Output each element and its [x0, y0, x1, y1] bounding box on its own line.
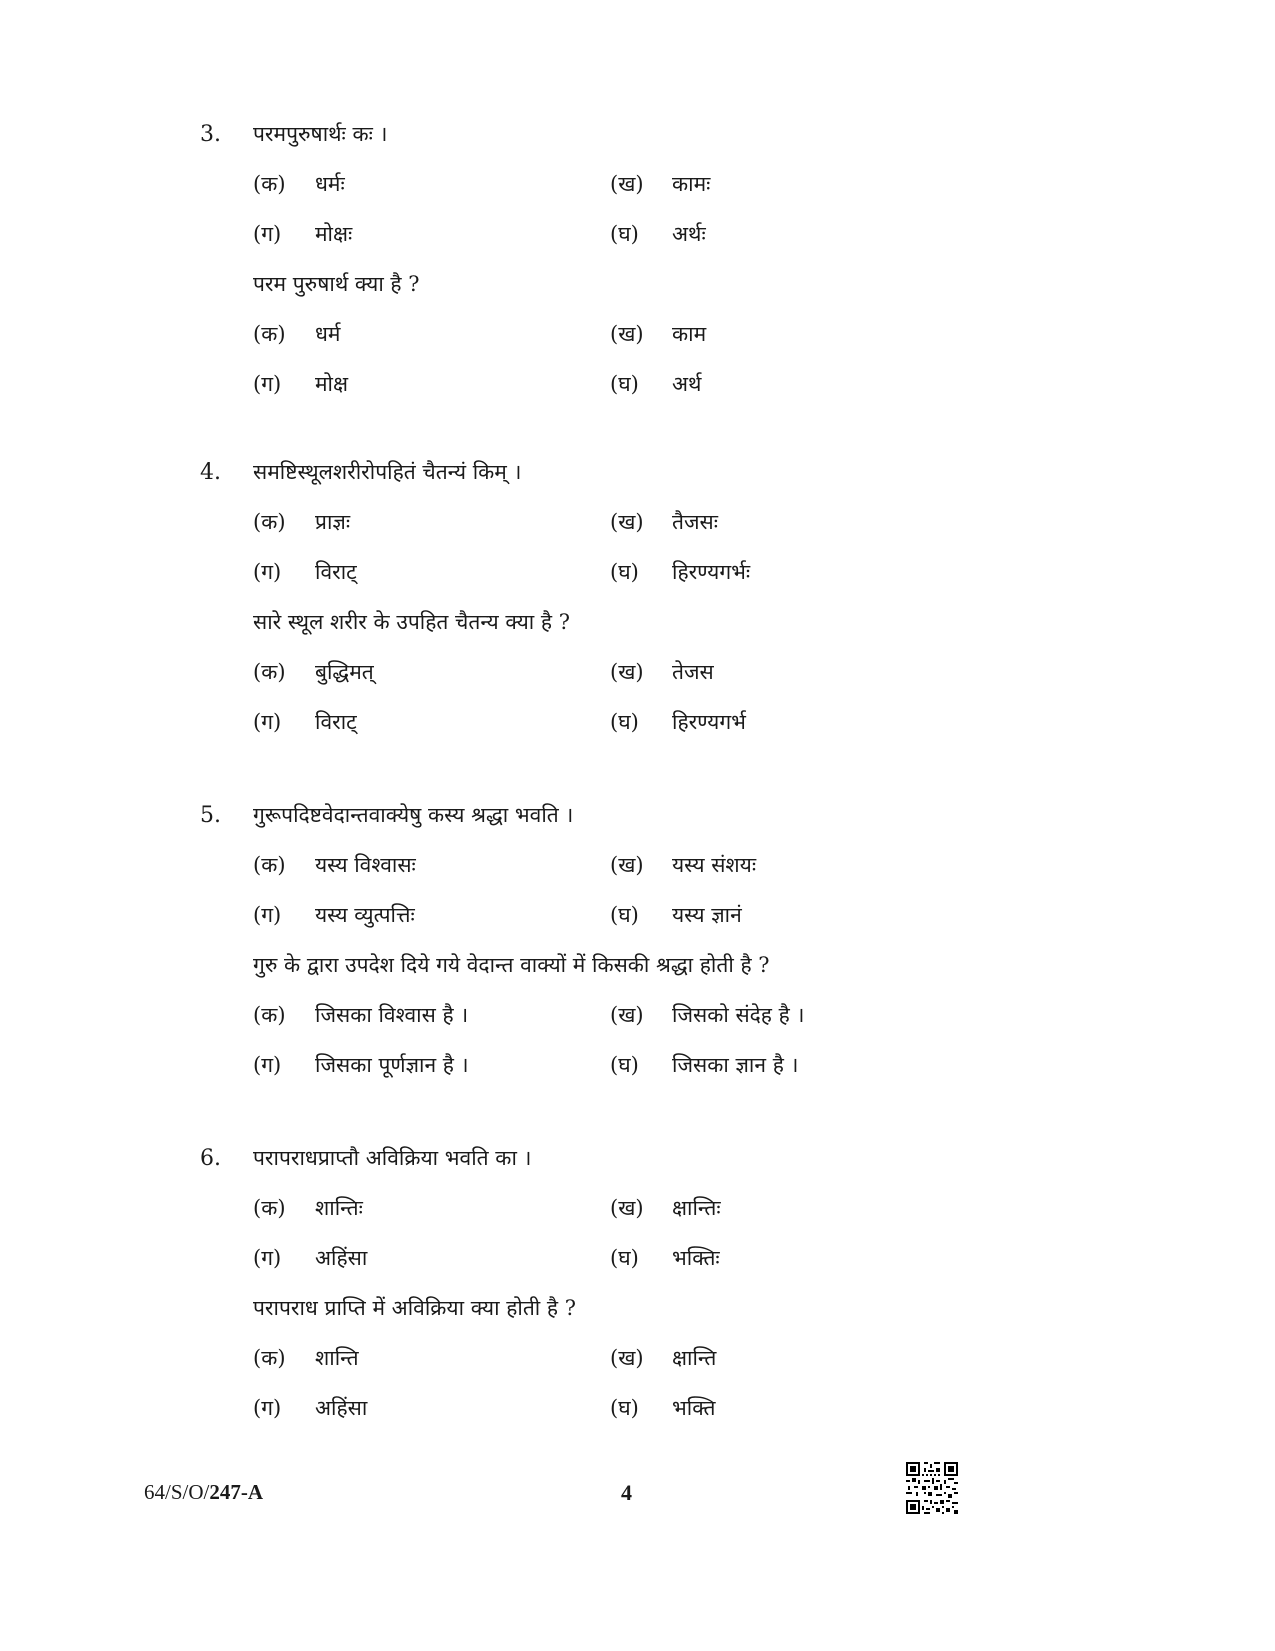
- option-ga: (ग) अहिंसा: [253, 1246, 368, 1270]
- option-ga: (ग) अहिंसा: [253, 1396, 368, 1420]
- qr-code-icon: [906, 1462, 958, 1514]
- question-number: 6.: [200, 1146, 221, 1171]
- option-kha: (ख) यस्य संशयः: [610, 853, 757, 877]
- option-gha: (घ) भक्ति: [610, 1396, 716, 1420]
- option-kha: (ख) तेजस: [610, 660, 714, 684]
- question-text-hindi: सारे स्थूल शरीर के उपहित चैतन्य क्या है ?: [253, 610, 570, 634]
- option-kha: (ख) काम: [610, 322, 707, 346]
- option-ga: (ग) यस्य व्युत्पत्तिः: [253, 903, 415, 927]
- option-kha: (ख) क्षान्ति: [610, 1346, 717, 1370]
- option-ka: (क) धर्मः: [253, 172, 345, 196]
- question-text-sanskrit: परमपुरुषार्थः कः ।: [253, 122, 388, 146]
- question-text-sanskrit: समष्टिस्थूलशरीरोपहितं चैतन्यं किम् ।: [253, 460, 522, 484]
- option-gha: (घ) हिरण्यगर्भ: [610, 710, 746, 734]
- option-ka: (क) शान्तिः: [253, 1196, 363, 1220]
- option-ka: (क) यस्य विश्वासः: [253, 853, 416, 877]
- question-number: 5.: [200, 803, 221, 828]
- option-ka: (क) धर्म: [253, 322, 341, 346]
- option-kha: (ख) जिसको संदेह है ।: [610, 1003, 805, 1027]
- option-kha: (ख) कामः: [610, 172, 711, 196]
- option-gha: (घ) अर्थ: [610, 372, 702, 396]
- option-ga: (ग) मोक्ष: [253, 372, 349, 396]
- question-text-hindi: परापराध प्राप्ति में अविक्रिया क्या होती है ?: [253, 1296, 576, 1320]
- option-ga: (ग) जिसका पूर्णज्ञान है ।: [253, 1053, 469, 1077]
- option-ga: (ग) विराट्: [253, 560, 357, 584]
- question-number: 3.: [200, 122, 221, 147]
- option-ka: (क) जिसका विश्वास है ।: [253, 1003, 469, 1027]
- option-ga: (ग) विराट्: [253, 710, 357, 734]
- option-ka: (क) प्राज्ञः: [253, 510, 351, 534]
- question-text-sanskrit: परापराधप्राप्तौ अविक्रिया भवति का ।: [253, 1146, 532, 1170]
- option-ka: (क) शान्ति: [253, 1346, 359, 1370]
- option-gha: (घ) जिसका ज्ञान है ।: [610, 1053, 799, 1077]
- option-kha: (ख) क्षान्तिः: [610, 1196, 721, 1220]
- option-gha: (घ) यस्य ज्ञानं: [610, 903, 742, 927]
- question-text-sanskrit: गुरूपदिष्टवेदान्तवाक्येषु कस्य श्रद्धा भवति ।: [253, 803, 574, 827]
- option-gha: (घ) भक्तिः: [610, 1246, 720, 1270]
- question-text-hindi: परम पुरुषार्थ क्या है ?: [253, 272, 420, 296]
- page-number: 4: [621, 1480, 632, 1505]
- question-number: 4.: [200, 460, 221, 485]
- option-ga: (ग) मोक्षः: [253, 222, 353, 246]
- option-gha: (घ) हिरण्यगर्भः: [610, 560, 751, 584]
- option-gha: (घ) अर्थः: [610, 222, 706, 246]
- paper-code: 64/S/O/247-A: [144, 1480, 264, 1504]
- question-text-hindi: गुरु के द्वारा उपदेश दिये गये वेदान्त वाक्यों में किसकी श्रद्धा होती है ?: [253, 953, 770, 977]
- option-ka: (क) बुद्धिमत्: [253, 660, 374, 684]
- option-kha: (ख) तैजसः: [610, 510, 718, 534]
